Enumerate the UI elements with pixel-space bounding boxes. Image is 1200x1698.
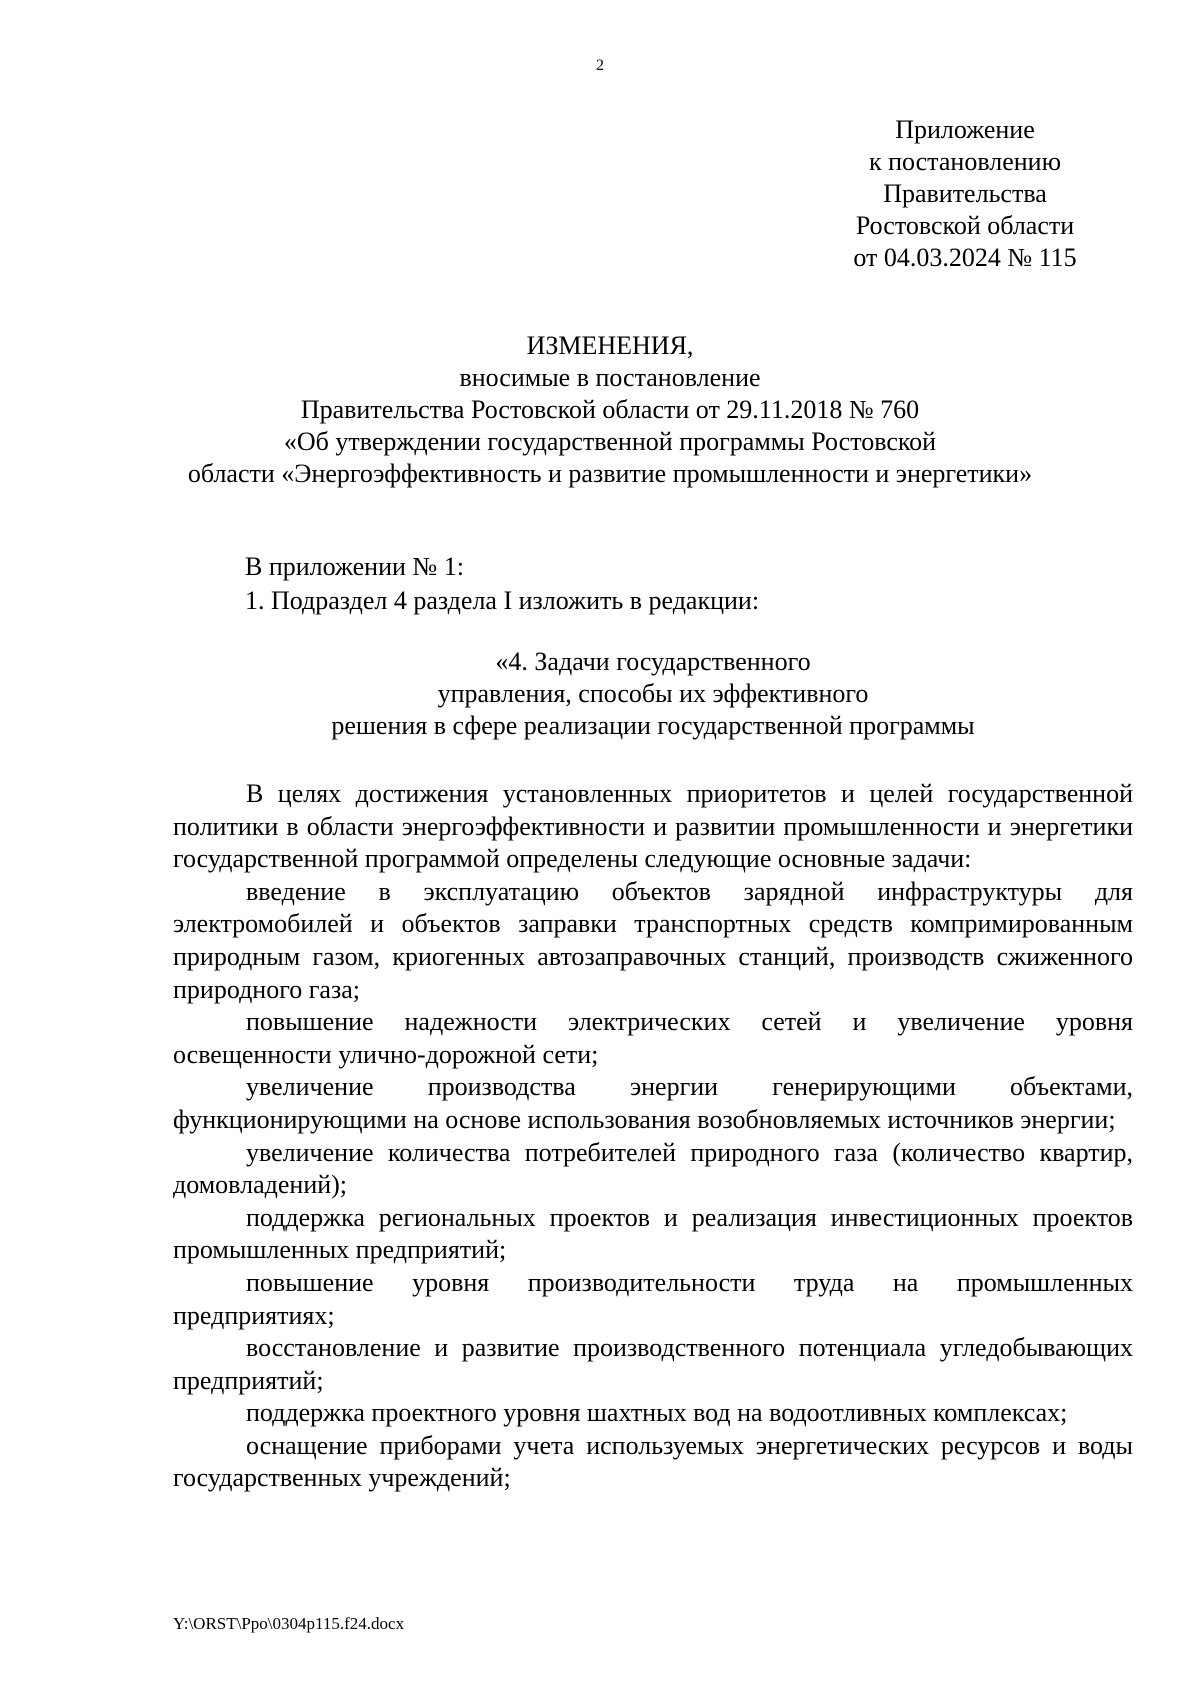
body-paragraph: В целях достижения установленных приоритетов и целей государственной политики в области энергоэффективности и развитии промышленности и энергетики государственной программой определены следующие основные задачи:	[173, 779, 1133, 874]
title-line: вносимые в постановление	[459, 363, 761, 392]
body-paragraph: поддержка проектного уровня шахтных вод на водоотливных комплексах;	[246, 1398, 1068, 1428]
file-path-footer: Y:\ORST\Ppo\0304p115.f24.docx	[173, 1614, 405, 1633]
intro-line: 1. Подраздел 4 раздела I изложить в редакции:	[245, 586, 760, 615]
subtitle-line: решения в сфере реализации государственной программы	[331, 711, 975, 740]
appendix-line: к постановлению	[868, 147, 1062, 176]
page-number: 2	[596, 57, 604, 74]
appendix-line: Ростовской области	[855, 211, 1075, 240]
body-paragraph: оснащение приборами учета используемых энергетических ресурсов и воды государственных учреждений;	[173, 1430, 1133, 1493]
body-paragraph: увеличение количества потребителей природного газа (количество квартир, домовладений);	[173, 1137, 1133, 1200]
body-paragraph: восстановление и развитие производственного потенциала угледобывающих предприятий;	[173, 1333, 1133, 1395]
title-line: Правительства Ростовской области от 29.11.2018 № 760	[300, 395, 920, 424]
appendix-block	[830, 114, 1100, 274]
appendix-line: от 04.03.2024 № 115	[853, 243, 1077, 272]
body-text	[173, 778, 1133, 1495]
body-paragraph: повышение уровня производительности труда на промышленных предприятиях;	[173, 1267, 1133, 1330]
body-paragraph: введение в эксплуатацию объектов зарядной инфраструктуры для электромобилей и объектов заправки транспортных средств компримированным природным газом, криогенных автозаправочных станций, производств сжиженного природного газа;	[173, 876, 1133, 1004]
title-line: «Об утверждении государственной программы Ростовской	[283, 427, 937, 456]
section-subtitle	[173, 646, 1133, 742]
appendix-line: Приложение	[895, 115, 1035, 144]
body-paragraph: повышение надежности электрических сетей и увеличение уровня освещенности улично-дорожной сети;	[173, 1007, 1133, 1069]
subtitle-line: управления, способы их эффективного	[437, 679, 869, 708]
body-paragraph: увеличение производства энергии генерирующими объектами, функционирующими на основе использования возобновляемых источников энергии;	[173, 1072, 1133, 1134]
title-line: ИЗМЕНЕНИЯ,	[526, 331, 694, 360]
document-title	[120, 330, 1100, 490]
appendix-line: Правительства	[883, 179, 1047, 208]
intro-line: В приложении № 1:	[245, 552, 464, 581]
body-paragraph: поддержка региональных проектов и реализация инвестиционных проектов промышленных предприятий;	[173, 1202, 1133, 1265]
title-line: области «Энергоэффективность и развитие промышленности и энергетики»	[187, 459, 1033, 488]
subtitle-line: «4. Задачи государственного	[495, 647, 811, 676]
intro-block	[173, 550, 1133, 618]
